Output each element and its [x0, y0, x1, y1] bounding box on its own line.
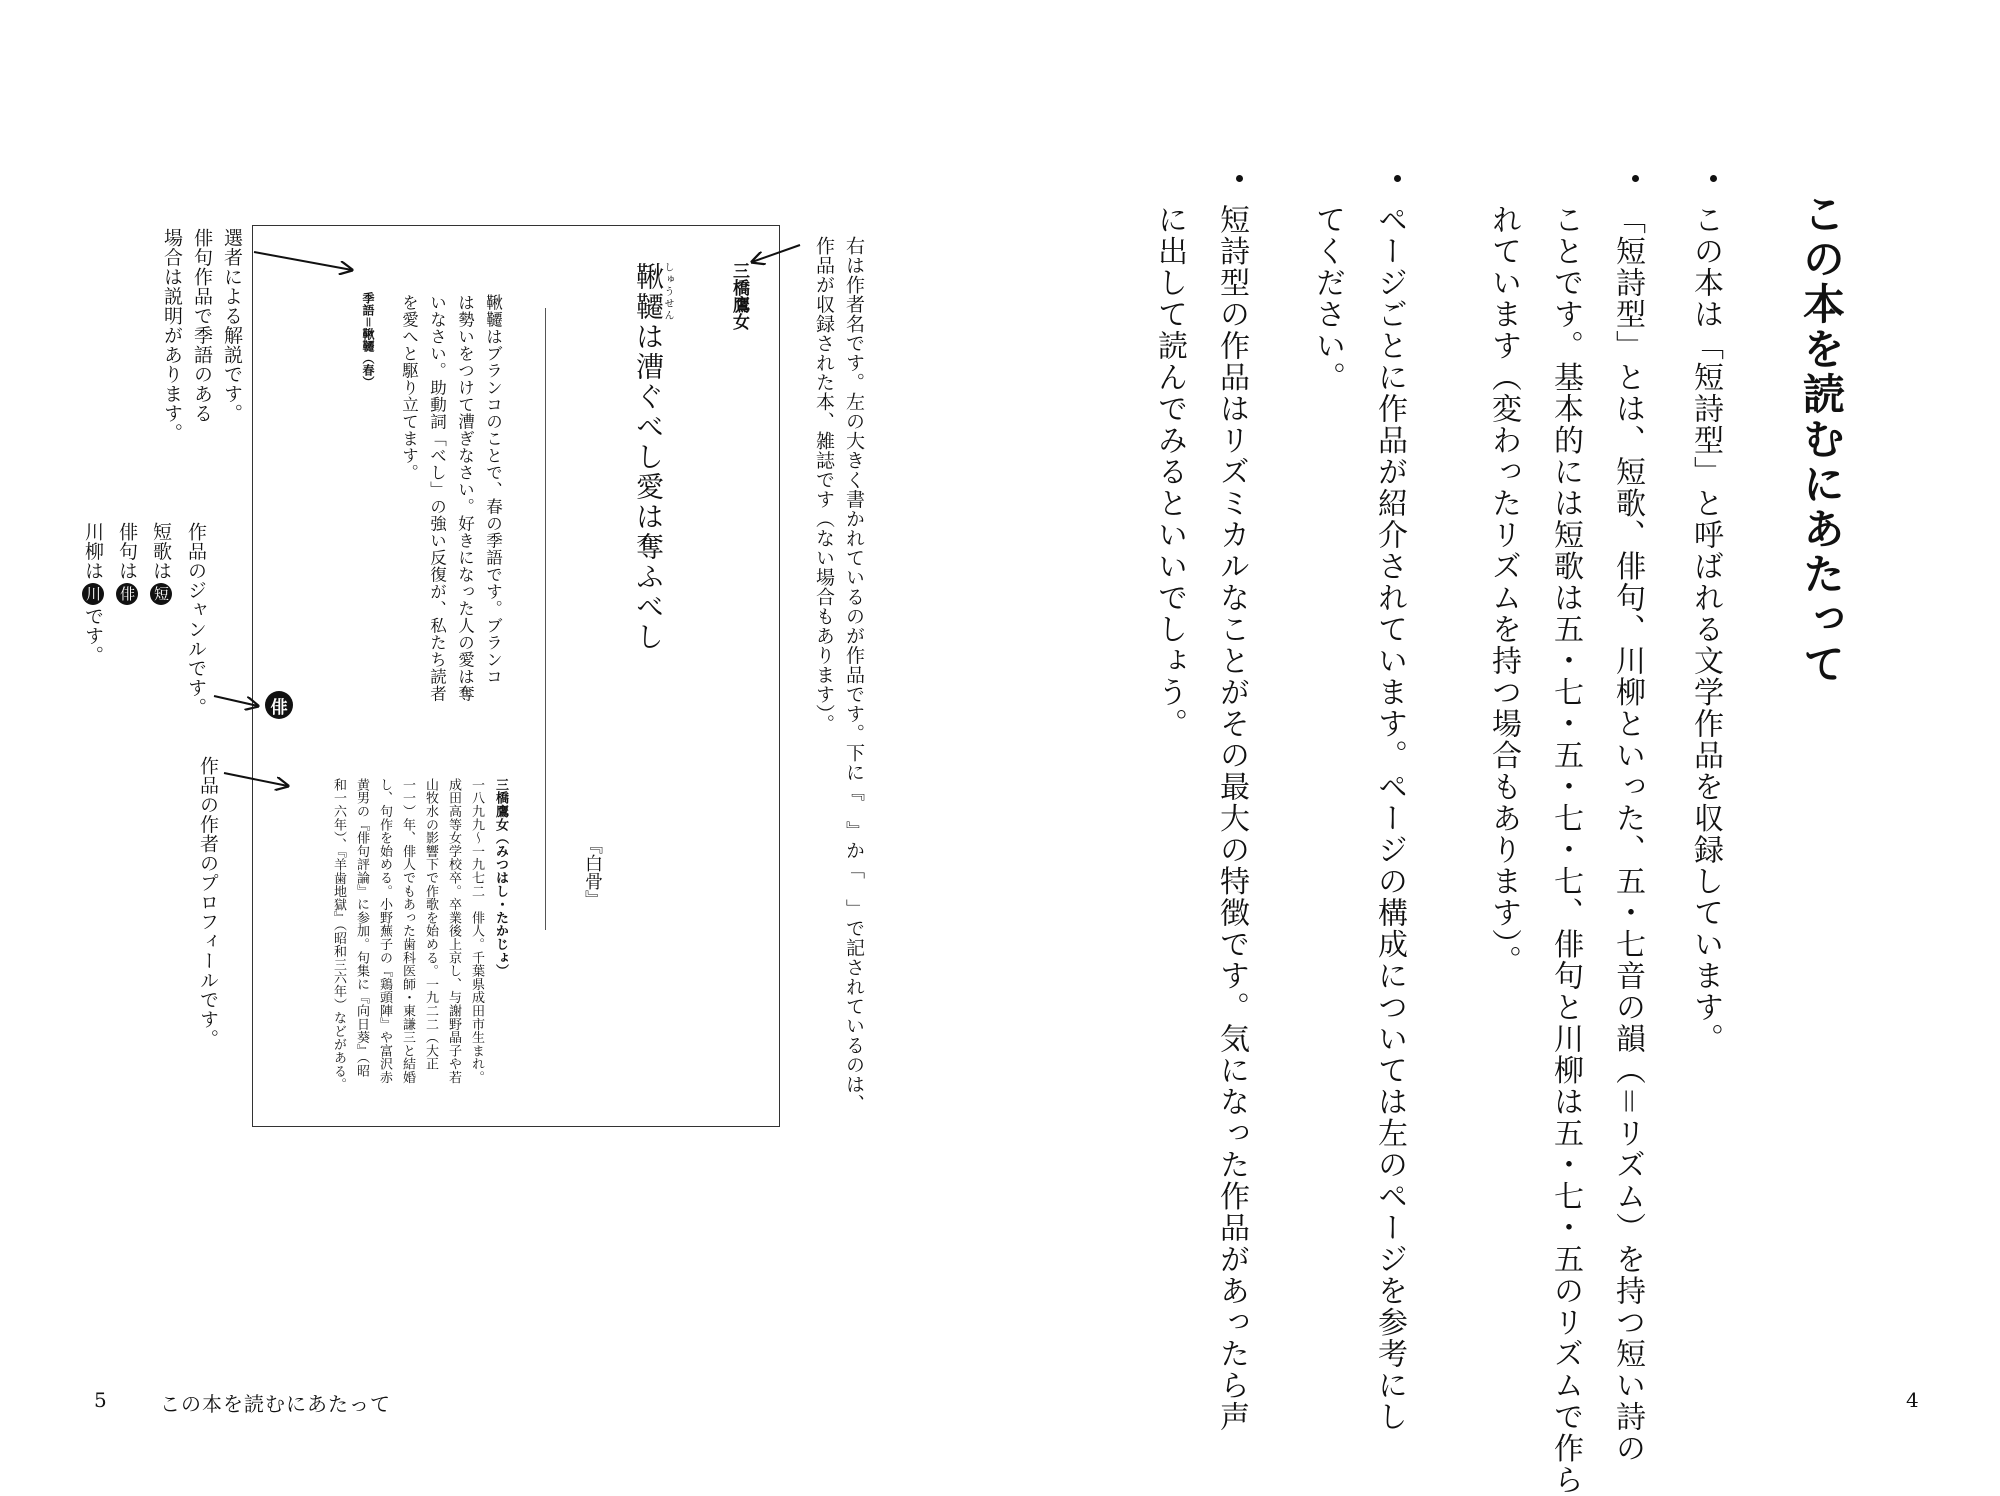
arrow-to-genre	[214, 696, 258, 706]
page-number-left: 5	[94, 1388, 107, 1412]
genre-note-haiku-text: 俳句は	[116, 522, 138, 581]
profile-line-7: 和一六年）、『羊歯地獄』（昭和三六年）などがある。	[331, 778, 346, 1091]
commentary-line-2: は勢いをつけて漕ぎなさい。好きになった人の愛は奪	[455, 294, 475, 702]
sample-author: 三橋鷹女	[729, 262, 749, 330]
arrow-to-commentary	[254, 252, 352, 270]
commentary-note-line-3: 場合は説明があります。	[161, 228, 183, 443]
profile-heading: 三橋鷹女（みつはし・たかじょ）	[493, 778, 508, 978]
author-note-line-1: 右は作者名です。左の大きく書かれているのが作品です。下に『 』か「 」で記されているのは、	[843, 236, 865, 1114]
page-title: この本を読むにあたって	[1797, 192, 1846, 687]
poem-word-shusen: 鞦韆	[632, 262, 665, 322]
profile-line-3: 山牧水の影響下で作歌を始める。一九二二（大正	[423, 778, 438, 1071]
profile-line-1: 一八九九〜一九七二 俳人。千葉県成田市生まれ。	[469, 778, 484, 1084]
commentary-line-3: いなさい。助動詞「べし」の強い反復が、私たち読者	[427, 294, 447, 702]
profile-line-2: 成田高等女学校卒。卒業後上京し、与謝野晶子や若	[446, 778, 461, 1084]
bullet-2-line-3: れています（変わったリズムを持つ場合もあります）。	[1486, 204, 1521, 977]
genre-note-line-1: 作品のジャンルです。	[185, 522, 207, 717]
commentary-line-4: を愛へと駆り立てます。	[399, 294, 419, 481]
sample-source: 『白骨』	[582, 836, 603, 908]
arrow-to-profile	[224, 773, 288, 786]
genre-note-senryu-text: 川柳は	[82, 522, 104, 581]
arrow-to-author	[752, 245, 800, 262]
poem-rest: は漕ぐべし愛は奪ふべし	[632, 322, 665, 652]
tanka-badge-icon: 短	[150, 583, 172, 605]
running-head: この本を読むにあたって	[160, 1392, 391, 1416]
commentary-note-line-1: 選者による解説です。	[221, 228, 243, 423]
profile-line-6: 黄男の『俳句評論』に参加。句集に『向日葵』（昭	[354, 778, 369, 1078]
bullet-4-line-1: 短詩型の作品はリズミカルなことがその最大の特徴です。気になった作品があったら声	[1214, 204, 1249, 1433]
bullet-1-line-1: この本は「短詩型」と呼ばれる文学作品を収録しています。	[1688, 204, 1723, 1055]
page-number-right: 4	[1906, 1388, 1919, 1412]
bullet-3-line-1: ページごとに作品が紹介されています。ページの構成については左のページを参考にし	[1372, 204, 1407, 1433]
bullet-2-line-1: 「短詩型」とは、短歌、俳句、川柳といった、五・七音の韻（＝リズム）を持つ短い詩の	[1610, 204, 1645, 1464]
bullet-4-line-2: に出して読んでみるといいでしょう。	[1152, 204, 1187, 740]
profile-line-4: 一一）年、俳人でもあった歯科医師・東謙三と結婚	[400, 778, 415, 1084]
commentary-line-1: 鞦韆はブランコのことで、春の季語です。ブランコ	[483, 294, 503, 685]
genre-note-suffix: です。	[82, 606, 104, 665]
commentary-note-line-2: 俳句作品で季語のある	[191, 228, 213, 423]
haiku-badge-icon: 俳	[116, 583, 138, 605]
genre-badge-icon: 俳	[265, 691, 293, 719]
senryu-badge-icon: 川	[82, 583, 104, 605]
genre-note-tanka-text: 短歌は	[150, 522, 172, 581]
bullet-3-line-2: てください。	[1310, 204, 1345, 393]
poem-ruby: しゅうせん	[662, 262, 673, 322]
profile-line-5: し、句作を始める。小野蕪子の『鶏頭陣』や富沢赤	[377, 778, 392, 1084]
profile-note: 作品の作者のプロフィールです。	[197, 756, 219, 1049]
author-note-line-2: 作品が収録された本、雑誌です（ない場合もあります）。	[813, 236, 835, 734]
season-word: 季語＝鞦韆（春）	[361, 292, 375, 389]
bullet-2-line-2: ことです。基本的には短歌は五・七・五・七・七、俳句と川柳は五・七・五のリズムで作ら	[1548, 204, 1583, 1496]
